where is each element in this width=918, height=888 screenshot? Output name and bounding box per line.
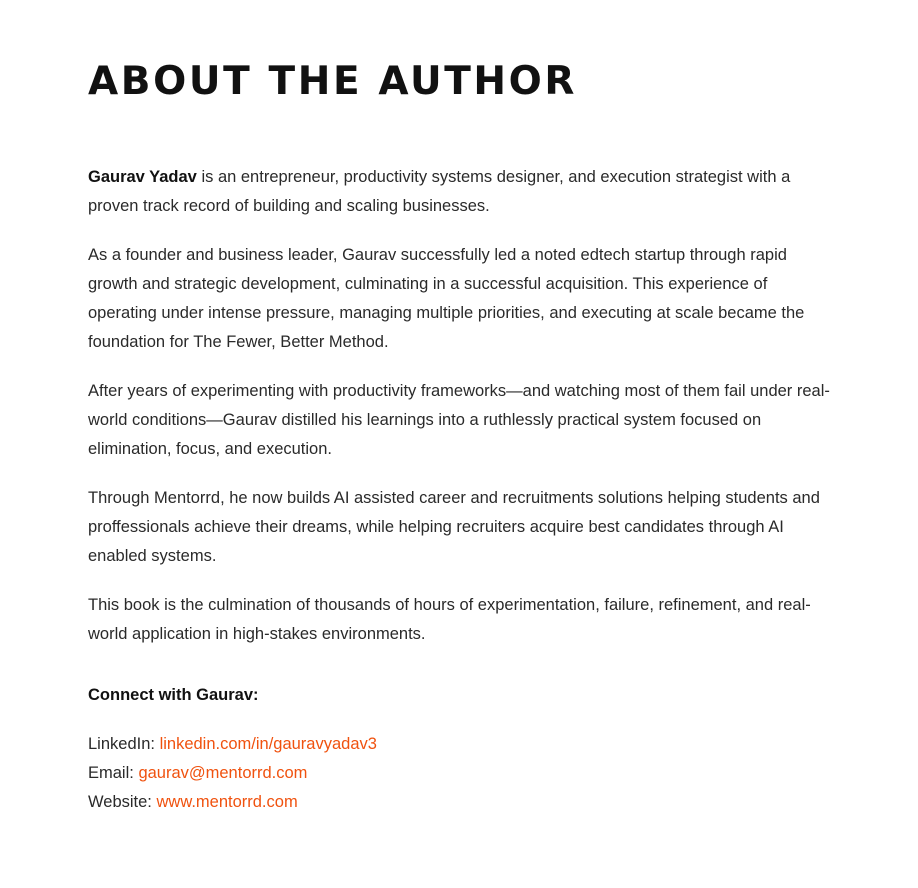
connect-heading: Connect with Gaurav: [88, 686, 259, 704]
linkedin-label: LinkedIn: [88, 735, 160, 753]
bio-paragraph-founder: As a founder and business leader, Gaurav successfully led a noted edtech startup through rapid growth and strategic development, culminating in a successful acquisition. This experience of operating under intense pressure, managing multiple priorities, and executing at scale became the foundation for The Fewer, Better Method. [88, 245, 805, 352]
page-title: ABOUT THE AUTHOR [88, 59, 578, 104]
contact-list [88, 730, 377, 817]
author-name: Gaurav Yadav [88, 168, 197, 186]
email-label: Email: [88, 764, 139, 782]
contact-linkedin [88, 730, 377, 759]
email-link[interactable]: gaurav@mentorrd.com [138, 764, 308, 782]
website-label: Website: [88, 793, 157, 811]
website-link[interactable]: www.mentorrd.com [156, 793, 298, 811]
contact-website [88, 788, 377, 817]
bio-paragraph-intro [88, 163, 838, 222]
bio-paragraph-frameworks: After years of experimenting with productivity frameworks—and watching most of them fail under real-world conditions—Gaurav distilled his learnings into a ruthlessly practical system focused on elimination, focus, and execution. [88, 381, 830, 459]
intro-text: is an entrepreneur, productivity systems designer, and execution strategist with a proven track record of building and scaling businesses. [88, 168, 791, 216]
linkedin-link[interactable]: linkedin.com/in/gauravyadav3 [159, 735, 377, 753]
author-bio [88, 163, 838, 668]
contact-email [88, 759, 377, 788]
bio-paragraph-mentorrd: Through Mentorrd, he now builds AI assisted career and recruitments solutions helping students and proffessionals achieve their dreams, while helping recruiters acquire best candidates through AI enabled systems. [88, 488, 820, 566]
bio-paragraph-culmination: This book is the culmination of thousands of hours of experimentation, failure, refinement, and real-world application in high-stakes environments. [88, 595, 811, 643]
